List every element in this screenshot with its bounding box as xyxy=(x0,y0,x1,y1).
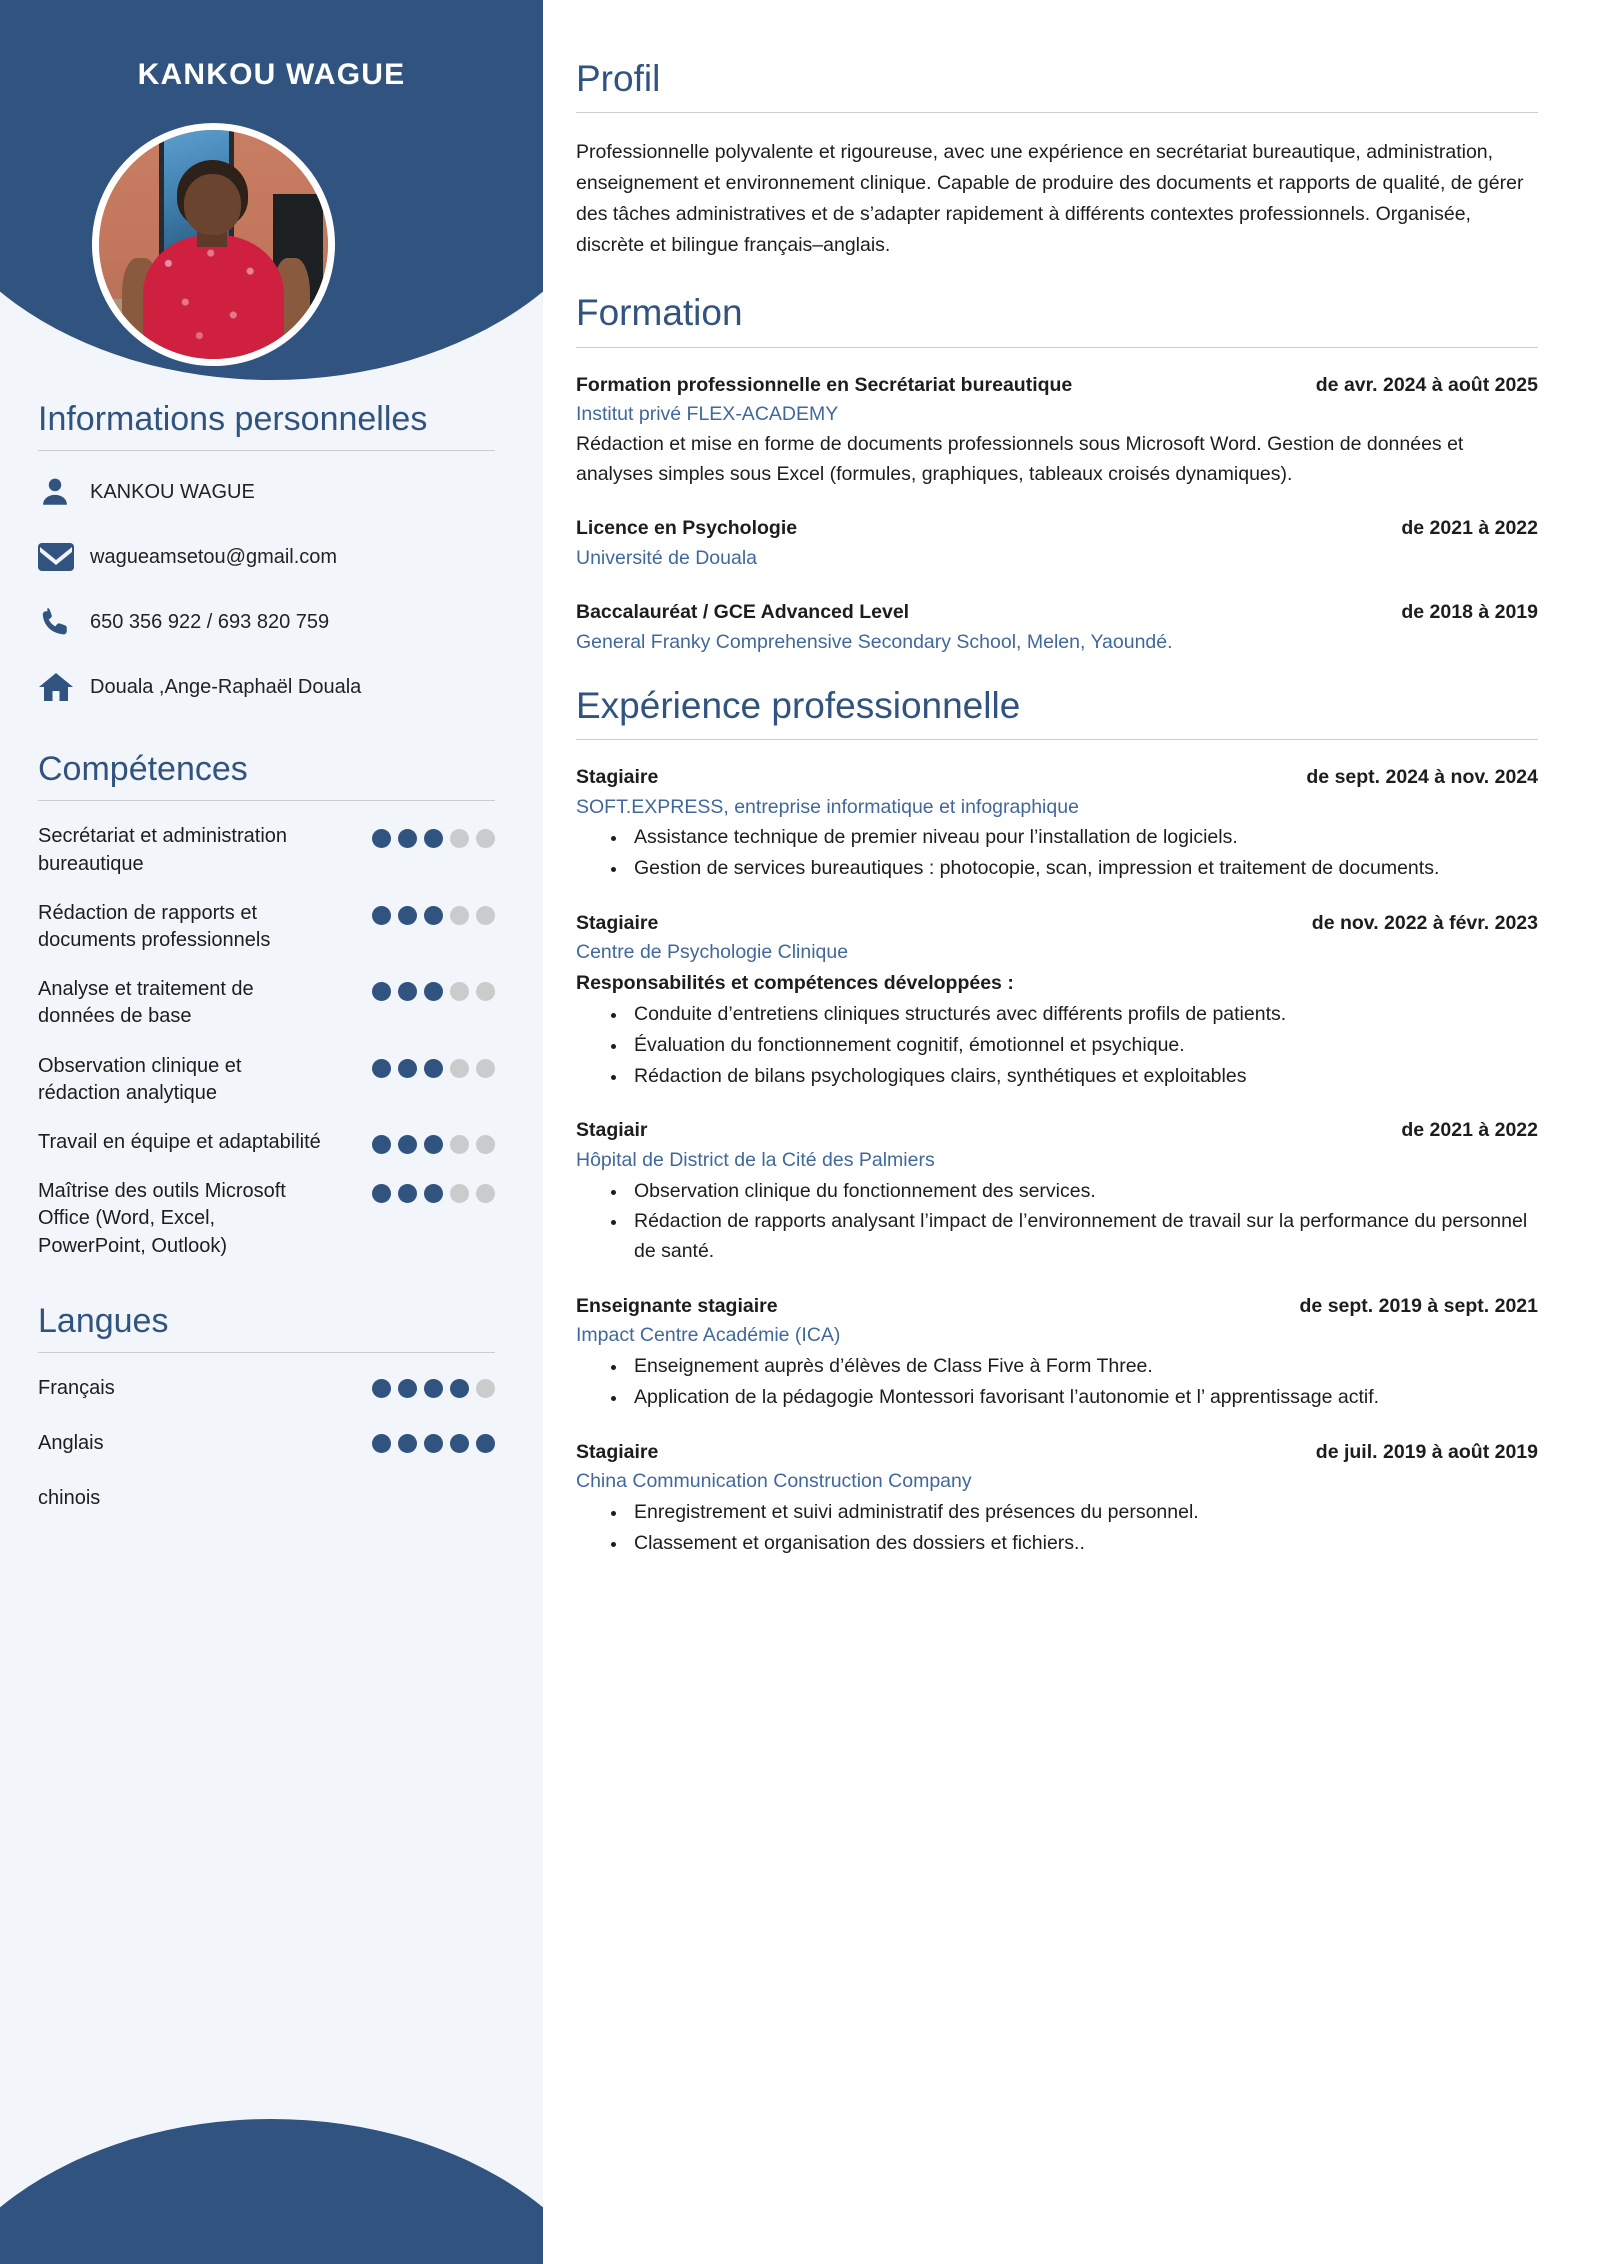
language-label: chinois xyxy=(38,1487,101,1510)
languages-section xyxy=(38,1298,495,1513)
experience-role: Stagiaire xyxy=(576,1440,659,1463)
avatar-photo xyxy=(99,130,328,359)
language-rating xyxy=(372,1434,495,1453)
list-item: • Rédaction de bilans psychologiques clairs, synthétiques et exploitables xyxy=(628,1062,1538,1092)
person-icon xyxy=(38,475,90,509)
experience-organization: Centre de Psychologie Clinique xyxy=(576,941,849,964)
entry-header xyxy=(576,515,1538,543)
experience-entry xyxy=(576,1117,1538,1266)
skill-rating xyxy=(372,900,495,925)
divider xyxy=(576,739,1538,740)
rating-dot-filled xyxy=(372,1135,391,1154)
divider xyxy=(38,1352,495,1353)
language-row xyxy=(38,1485,495,1512)
skills-title: Compétences xyxy=(38,750,248,789)
skill-label: Secrétariat et administration bureautique xyxy=(38,825,288,875)
skill-row xyxy=(38,900,495,954)
experience-list xyxy=(576,764,1538,1558)
divider xyxy=(38,800,495,801)
entry-header xyxy=(576,372,1538,400)
rating-dot-filled xyxy=(372,1434,391,1453)
rating-dot-empty xyxy=(450,982,469,1001)
education-date: de 2018 à 2019 xyxy=(1401,601,1538,624)
rating-dot-filled xyxy=(372,1059,391,1078)
entry-header xyxy=(576,910,1538,938)
language-row xyxy=(38,1430,495,1457)
education-role: Licence en Psychologie xyxy=(576,517,798,540)
experience-role: Enseignante stagiaire xyxy=(576,1294,778,1317)
rating-dot-filled xyxy=(450,1434,469,1453)
avatar xyxy=(92,123,335,366)
education-role: Baccalauréat / GCE Advanced Level xyxy=(576,601,910,624)
contact-value: wagueamsetou@gmail.com xyxy=(90,546,338,569)
experience-bullet-list xyxy=(576,1352,1538,1412)
contact-row-name xyxy=(38,473,495,511)
skill-rating xyxy=(372,976,495,1001)
languages-title: Langues xyxy=(38,1301,169,1340)
experience-date: de juil. 2019 à août 2019 xyxy=(1315,1440,1538,1463)
education-organization: General Franky Comprehensive Secondary School, Melen, Yaoundé. xyxy=(576,630,1173,653)
personal-info-section xyxy=(38,396,495,706)
education-organization: Université de Douala xyxy=(576,547,758,570)
envelope-icon xyxy=(38,543,90,571)
rating-dot-filled xyxy=(424,1135,443,1154)
personal-info-title: Informations personnelles xyxy=(38,400,428,438)
language-row xyxy=(38,1375,495,1402)
rating-dot-filled xyxy=(424,1379,443,1398)
experience-bullet-list xyxy=(576,1498,1538,1558)
rating-dot-empty xyxy=(450,1184,469,1203)
rating-dot-empty xyxy=(476,1379,495,1398)
experience-role: Stagiaire xyxy=(576,765,659,788)
rating-dot-empty xyxy=(476,1059,495,1078)
contact-row-address xyxy=(38,668,495,706)
experience-date: de 2021 à 2022 xyxy=(1401,1119,1538,1142)
education-entry xyxy=(576,372,1538,490)
experience-entry xyxy=(576,910,1538,1092)
experience-bullet-list xyxy=(576,1000,1538,1091)
divider xyxy=(576,112,1538,113)
rating-dot-filled xyxy=(424,1434,443,1453)
experience-role: Stagiair xyxy=(576,1119,648,1142)
language-label: Français xyxy=(38,1376,115,1399)
rating-dot-filled xyxy=(424,1184,443,1203)
contact-value: Douala ,Ange-Raphaël Douala xyxy=(90,676,362,699)
experience-bullet-list xyxy=(576,823,1538,883)
rating-dot-filled xyxy=(372,1379,391,1398)
rating-dot-filled xyxy=(398,906,417,925)
home-icon xyxy=(38,671,90,703)
skill-label: Analyse et traitement de données de base xyxy=(38,978,254,1028)
experience-subheading: Responsabilités et compétences développées : xyxy=(576,972,1014,995)
candidate-name: KANKOU WAGUE xyxy=(137,58,406,91)
skill-row xyxy=(38,823,495,877)
rating-dot-empty xyxy=(450,829,469,848)
contact-value: KANKOU WAGUE xyxy=(90,481,255,504)
entry-header xyxy=(576,1117,1538,1145)
language-label: Anglais xyxy=(38,1432,104,1455)
experience-entry xyxy=(576,1293,1538,1413)
rating-dot-filled xyxy=(398,982,417,1001)
skill-rating xyxy=(372,1178,495,1203)
skill-rating xyxy=(372,1129,495,1154)
rating-dot-filled xyxy=(398,1059,417,1078)
rating-dot-filled xyxy=(372,1184,391,1203)
rating-dot-filled xyxy=(372,982,391,1001)
experience-organization: SOFT.EXPRESS, entreprise informatique et infographique xyxy=(576,795,1079,818)
list-item: • Gestion de services bureautiques : photocopie, scan, impression et traitement de documents. xyxy=(628,854,1538,884)
divider xyxy=(576,347,1538,348)
education-title: Formation xyxy=(576,292,743,334)
rating-dot-filled xyxy=(398,1434,417,1453)
experience-title: Expérience professionnelle xyxy=(576,684,1021,726)
entry-header xyxy=(576,764,1538,792)
education-list xyxy=(576,372,1538,657)
rating-dot-filled xyxy=(424,982,443,1001)
rating-dot-filled xyxy=(372,829,391,848)
rating-dot-empty xyxy=(476,906,495,925)
entry-header xyxy=(576,1439,1538,1467)
experience-role: Stagiaire xyxy=(576,911,659,934)
contact-row-phone[interactable] xyxy=(38,603,495,641)
experience-date: de nov. 2022 à févr. 2023 xyxy=(1311,911,1538,934)
experience-entry xyxy=(576,764,1538,884)
education-role: Formation professionnelle en Secrétariat bureautique xyxy=(576,373,1073,396)
contact-row-email[interactable] xyxy=(38,538,495,576)
list-item: • Observation clinique du fonctionnement des services. xyxy=(628,1177,1538,1207)
experience-section xyxy=(576,683,1538,1559)
skill-row xyxy=(38,1178,495,1260)
main-content xyxy=(543,0,1600,1584)
education-entry xyxy=(576,515,1538,573)
phone-icon xyxy=(38,605,90,639)
skills-section xyxy=(38,746,495,1259)
skill-rating xyxy=(372,1053,495,1078)
experience-date: de sept. 2024 à nov. 2024 xyxy=(1306,765,1538,788)
rating-dot-empty xyxy=(476,982,495,1001)
languages-list xyxy=(38,1375,495,1513)
experience-date: de sept. 2019 à sept. 2021 xyxy=(1299,1294,1538,1317)
profile-section xyxy=(576,56,1538,260)
rating-dot-empty xyxy=(476,829,495,848)
skill-row xyxy=(38,976,495,1030)
skill-label: Rédaction de rapports et documents professionnels xyxy=(38,901,271,952)
experience-organization: Impact Centre Académie (ICA) xyxy=(576,1324,841,1347)
education-date: de avr. 2024 à août 2025 xyxy=(1315,373,1538,396)
education-section xyxy=(576,290,1538,656)
education-description: Rédaction et mise en forme de documents professionnels sous Microsoft Word. Gestion de données et analyses simples sous Excel (formules, graphiques, tableaux croisés dynamiques). xyxy=(576,433,1464,485)
language-rating xyxy=(372,1379,495,1398)
rating-dot-filled xyxy=(424,1059,443,1078)
entry-header xyxy=(576,1293,1538,1321)
sidebar-footer-curve xyxy=(0,2119,543,2264)
experience-bullet-list xyxy=(576,1177,1538,1267)
experience-entry xyxy=(576,1439,1538,1559)
profile-title: Profil xyxy=(576,58,661,99)
skill-row xyxy=(38,1129,495,1156)
rating-dot-empty xyxy=(450,1135,469,1154)
profile-text: Professionnelle polyvalente et rigoureuse, avec une expérience en secrétariat bureautique, administration, enseignement et environnement clinique. Capable de produire des documents et rapports de qualité, de gérer des tâches administratives et de s’adapter rapidement à différents contextes professionnels. Organisée, discrète et bilingue français–anglais. xyxy=(576,141,1524,256)
rating-dot-filled xyxy=(398,1184,417,1203)
rating-dot-filled xyxy=(424,829,443,848)
list-item: • Application de la pédagogie Montessori favorisant l’autonomie et l’ apprentissage actif. xyxy=(628,1383,1538,1413)
list-item: • Conduite d’entretiens cliniques structurés avec différents profils de patients. xyxy=(628,1000,1538,1030)
skill-label: Travail en équipe et adaptabilité xyxy=(38,1130,321,1153)
skill-label: Maîtrise des outils Microsoft Office (Word, Excel, PowerPoint, Outlook) xyxy=(38,1180,286,1257)
divider xyxy=(38,450,495,451)
rating-dot-empty xyxy=(450,1059,469,1078)
education-entry xyxy=(576,599,1538,657)
experience-organization: Hôpital de District de la Cité des Palmiers xyxy=(576,1148,935,1171)
list-item: • Évaluation du fonctionnement cognitif, émotionnel et psychique. xyxy=(628,1031,1538,1061)
rating-dot-filled xyxy=(372,906,391,925)
education-date: de 2021 à 2022 xyxy=(1401,517,1538,540)
list-item: • Classement et organisation des dossiers et fichiers.. xyxy=(628,1529,1538,1559)
rating-dot-filled xyxy=(424,906,443,925)
rating-dot-empty xyxy=(450,906,469,925)
list-item: • Enregistrement et suivi administratif des présences du personnel. xyxy=(628,1498,1538,1528)
entry-header xyxy=(576,599,1538,627)
rating-dot-filled xyxy=(398,1379,417,1398)
skill-label: Observation clinique et rédaction analytique xyxy=(38,1054,242,1104)
rating-dot-empty xyxy=(476,1184,495,1203)
rating-dot-filled xyxy=(398,829,417,848)
sidebar xyxy=(0,0,543,2264)
contact-value: 650 356 922 / 693 820 759 xyxy=(90,611,330,634)
rating-dot-filled xyxy=(398,1135,417,1154)
skill-row xyxy=(38,1053,495,1107)
rating-dot-filled xyxy=(476,1434,495,1453)
list-item: • Assistance technique de premier niveau pour l’installation de logiciels. xyxy=(628,823,1538,853)
rating-dot-empty xyxy=(476,1135,495,1154)
rating-dot-filled xyxy=(450,1379,469,1398)
skills-list xyxy=(38,823,495,1259)
experience-organization: China Communication Construction Company xyxy=(576,1470,972,1493)
education-organization: Institut privé FLEX-ACADEMY xyxy=(576,403,839,426)
skill-rating xyxy=(372,823,495,848)
list-item: • Enseignement auprès d’élèves de Class Five à Form Three. xyxy=(628,1352,1538,1382)
list-item: • Rédaction de rapports analysant l’impact de l’environnement de travail sur la performance du personnel de santé. xyxy=(628,1207,1538,1266)
